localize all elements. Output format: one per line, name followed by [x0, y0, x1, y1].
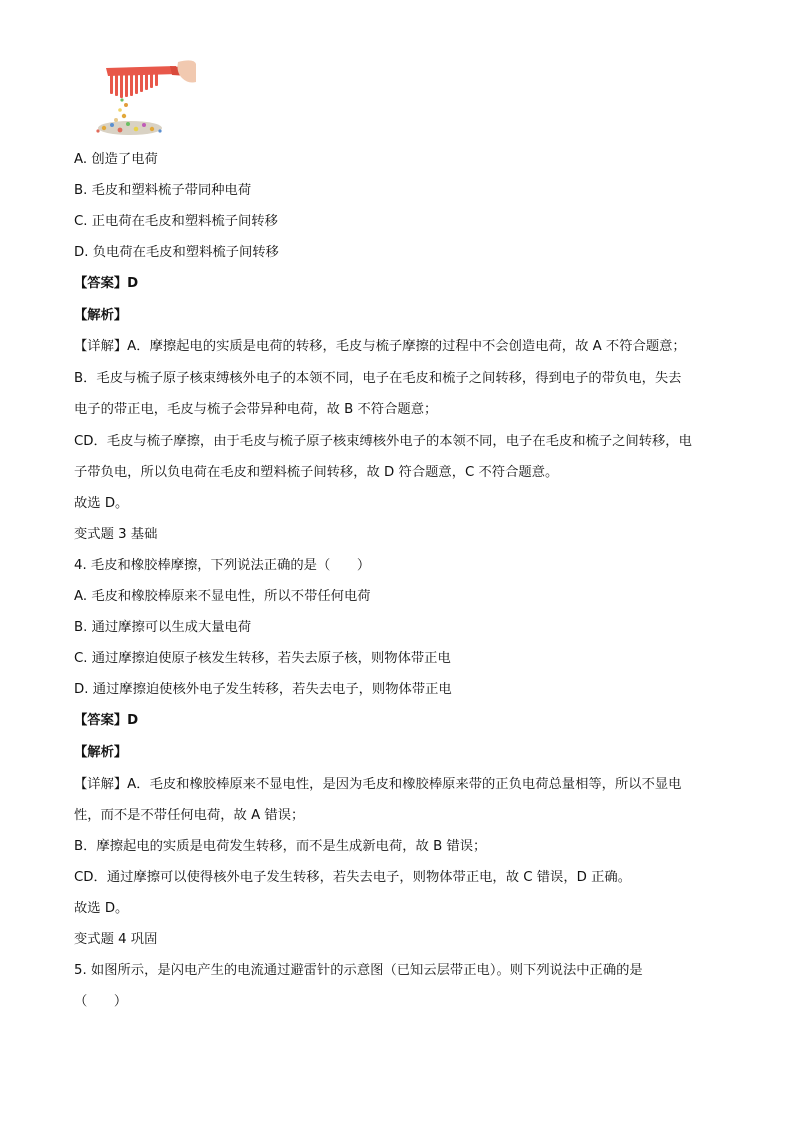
q3-detail-line: 【详解】A．摩擦起电的实质是电荷的转移，毛皮与梳子摩擦的过程中不会创造电荷，故 A 不符合题意；: [74, 339, 686, 354]
comb: [106, 66, 190, 98]
q3-option-a: A. 创造了电荷: [74, 152, 158, 167]
q4-conclusion: 故选 D。: [74, 901, 129, 916]
q4-detail-line: 【详解】A．毛皮和橡胶棒原来不显电性，是因为毛皮和橡胶棒原来带的正负电荷总量相等，所以不显电: [74, 777, 682, 792]
variant-4-label: 变式题 4 巩固: [74, 932, 158, 947]
paper-bits: [96, 98, 162, 135]
q4-stem: 4. 毛皮和橡胶棒摩擦，下列说法正确的是（ ）: [74, 558, 371, 573]
variant-3-label: 变式题 3 基础: [74, 527, 158, 542]
q5-stem-line: （ ）: [74, 994, 128, 1009]
q3-answer: 【答案】D: [74, 276, 139, 291]
q3-option-d: D. 负电荷在毛皮和塑料梳子间转移: [74, 245, 279, 260]
q3-conclusion: 故选 D。: [74, 496, 129, 511]
q4-option-b: B. 通过摩擦可以生成大量电荷: [74, 620, 252, 635]
q4-detail-line: B．摩擦起电的实质是电荷发生转移，而不是生成新电荷，故 B 错误；: [74, 839, 487, 854]
q3-detail-line: 子带负电，所以负电荷在毛皮和塑料梳子间转移，故 D 符合题意，C 不符合题意。: [74, 465, 559, 480]
hand: [178, 60, 197, 82]
q4-option-a: A. 毛皮和橡胶棒原来不显电性，所以不带任何电荷: [74, 589, 371, 604]
q3-detail-line: CD．毛皮与梳子摩擦，由于毛皮与梳子原子核束缚核外电子的本领不同，电子在毛皮和梳子之间转移，电: [74, 434, 692, 449]
q4-option-c: C. 通过摩擦迫使原子核发生转移，若失去原子核，则物体带正电: [74, 651, 451, 666]
q3-detail-line: B．毛皮与梳子原子核束缚核外电子的本领不同，电子在毛皮和梳子之间转移，得到电子的带负电，失去: [74, 371, 682, 386]
q3-option-b: B. 毛皮和塑料梳子带同种电荷: [74, 183, 252, 198]
q3-analysis-label: 【解析】: [74, 308, 128, 323]
q3-detail-line: 电子的带正电，毛皮与梳子会带异种电荷，故 B 不符合题意；: [74, 402, 438, 417]
q5-stem-line: 5. 如图所示，是闪电产生的电流通过避雷针的示意图（已知云层带正电）。则下列说法中正确的是: [74, 963, 643, 978]
q4-analysis-label: 【解析】: [74, 745, 128, 760]
comb-paper-bits-image: [90, 58, 196, 138]
q4-option-d: D. 通过摩擦迫使核外电子发生转移，若失去电子，则物体带正电: [74, 682, 452, 697]
q4-answer: 【答案】D: [74, 713, 139, 728]
q3-option-c: C. 正电荷在毛皮和塑料梳子间转移: [74, 214, 278, 229]
q4-detail-line: CD．通过摩擦可以使得核外电子发生转移，若失去电子，则物体带正电，故 C 错误，D 正确。: [74, 870, 632, 885]
q4-detail-line: 性，而不是不带任何电荷，故 A 错误；: [74, 808, 305, 823]
